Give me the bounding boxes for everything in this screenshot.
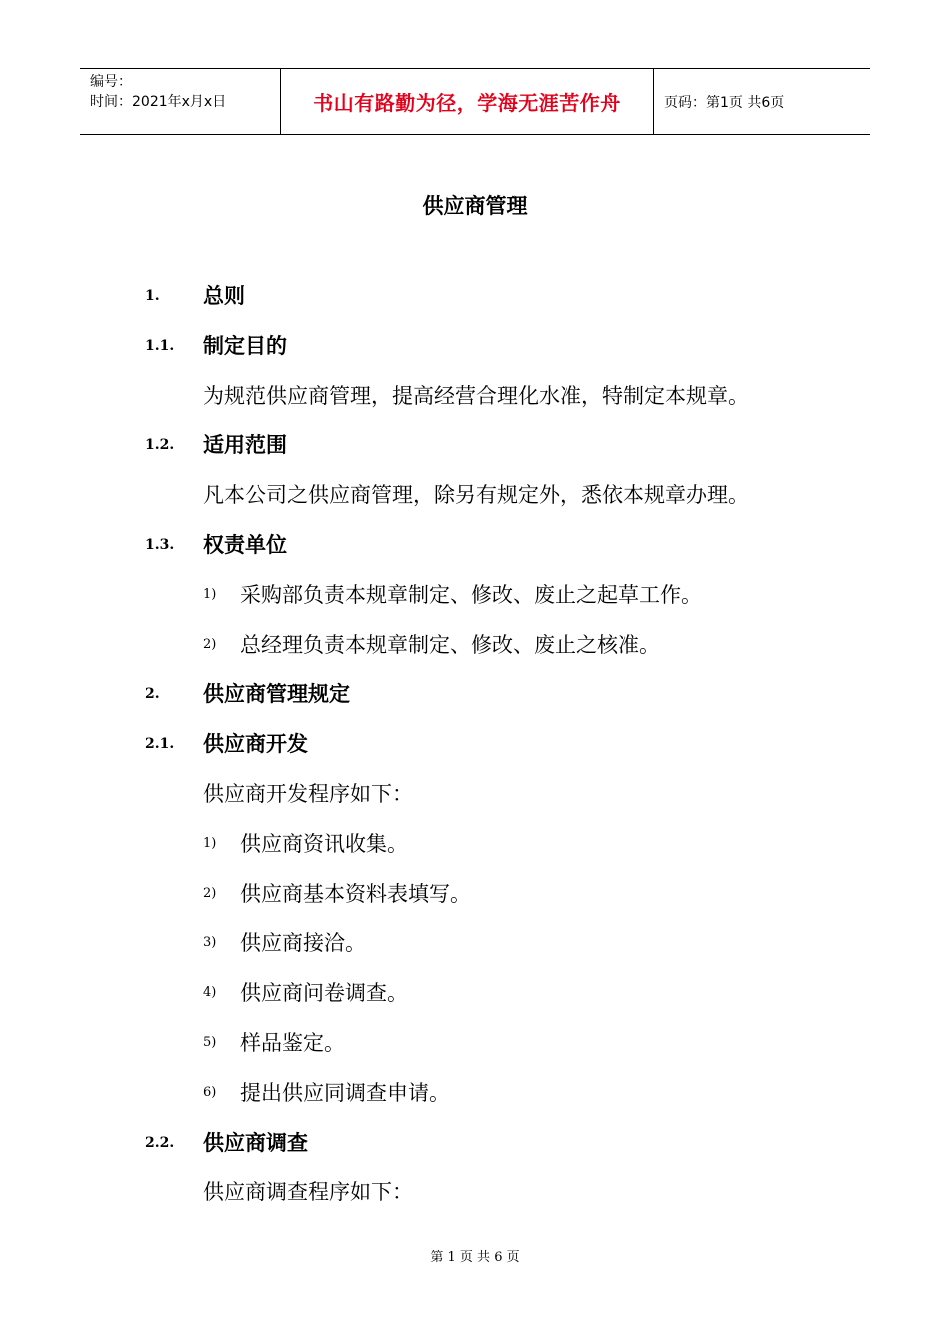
- heading-number: 1.1.: [145, 338, 175, 354]
- heading-text: 总则: [203, 284, 245, 308]
- paragraph-text: 为规范供应商管理，提高经营合理化水准，特制定本规章。: [203, 384, 749, 408]
- heading-number: 1.: [145, 288, 160, 304]
- header-motto: 书山有路勤为径，学海无涯苦作舟: [281, 69, 654, 134]
- heading-number: 1.2.: [145, 437, 175, 453]
- heading-number: 2.1.: [145, 736, 175, 752]
- heading-text: 制定目的: [203, 334, 287, 358]
- header-meta-cell: [80, 69, 281, 134]
- page-footer: 第 1 页 共 6 页: [430, 1250, 520, 1265]
- list-item-number: 6): [203, 1085, 217, 1100]
- list-item-number: 2): [203, 637, 217, 652]
- list-item-number: 3): [203, 935, 217, 950]
- list-item-text: 采购部负责本规章制定、修改、废止之起草工作。: [240, 583, 702, 607]
- heading-text: 供应商管理规定: [203, 682, 350, 706]
- heading-text: 权责单位: [203, 533, 287, 557]
- list-item-text: 供应商问卷调查。: [240, 981, 408, 1005]
- page-header: [80, 68, 870, 135]
- heading-text: 供应商调查: [203, 1131, 308, 1155]
- heading-number: 2.2.: [145, 1135, 175, 1151]
- list-item-text: 供应商资讯收集。: [240, 832, 408, 856]
- heading-number: 2.: [145, 686, 160, 702]
- paragraph-text: 供应商开发程序如下：: [203, 782, 413, 806]
- list-item-text: 供应商基本资料表填写。: [240, 882, 471, 906]
- list-item-number: 5): [203, 1035, 217, 1050]
- document-title: 供应商管理: [422, 194, 528, 218]
- paragraph-text: 凡本公司之供应商管理，除另有规定外，悉依本规章办理。: [203, 483, 749, 507]
- document-time-label: 时间：2021年x月x日: [90, 94, 227, 110]
- list-item-text: 总经理负责本规章制定、修改、废止之核准。: [240, 633, 660, 657]
- heading-number: 1.3.: [145, 537, 175, 553]
- list-item-number: 1): [203, 587, 217, 602]
- list-item-number: 4): [203, 985, 217, 1000]
- document-number-label: 编号：: [90, 74, 132, 90]
- list-item-number: 2): [203, 886, 217, 901]
- header-page-info: 页码：第1页 共6页: [664, 94, 785, 111]
- list-item-text: 供应商接洽。: [240, 931, 366, 955]
- list-item-text: 提出供应同调查申请。: [240, 1081, 450, 1105]
- list-item-text: 样品鉴定。: [240, 1031, 345, 1055]
- heading-text: 适用范围: [203, 433, 287, 457]
- list-item-number: 1): [203, 836, 217, 851]
- heading-text: 供应商开发: [203, 732, 308, 756]
- paragraph-text: 供应商调查程序如下：: [203, 1180, 413, 1204]
